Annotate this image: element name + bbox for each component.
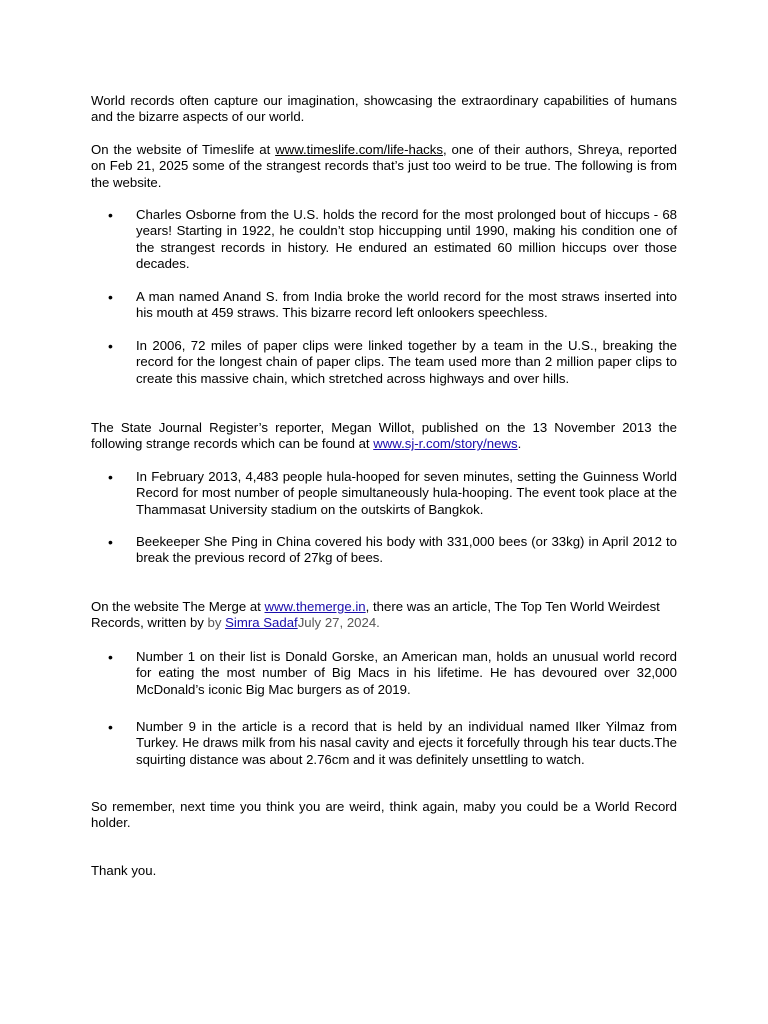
timeslife-link[interactable]: www.timeslife.com/life-hacks [275, 142, 443, 157]
author-link[interactable]: Simra Sadaf [225, 615, 298, 631]
merge-paragraph [91, 599, 677, 632]
list-item-text: Charles Osborne from the U.S. holds the record for the most prolonged bout of hiccups - 68 years! Starting in 1922, he couldn’t stop hiccupping until 1990, making his condition one of the strangest records in history. He endured an estimated 60 million hiccups over those decades. [136, 207, 677, 271]
bullet-icon: • [108, 289, 113, 305]
list-item [108, 649, 677, 698]
bullet-icon: • [108, 719, 113, 735]
list-item-text: Number 9 in the article is a record that is held by an individual named Ilker Yilmaz from Turkey. He draws milk from his nasal cavity and ejects it forcefully through his tear ducts.The squirting distance was about 2.76cm and it was definitely unsettling to watch. [136, 719, 677, 767]
bullet-icon: • [108, 338, 113, 354]
list-item [108, 207, 677, 272]
list-item-text: In 2006, 72 miles of paper clips were linked together by a team in the U.S., breaking the record for the longest chain of paper clips. The team used more than 2 million paper clips to create this massive chain, which stretched across highways and over hills. [136, 338, 677, 386]
list-item [108, 289, 677, 322]
sjr-text-after: . [517, 436, 522, 452]
bullet-icon: • [108, 534, 113, 550]
merge-by-text: by [207, 615, 226, 631]
intro-paragraph: World records often capture our imagination, showcasing the extraordinary capabilities of humans and the bizarre aspects of our world. [91, 93, 677, 125]
list-item-text: A man named Anand S. from India broke the world record for the most straws inserted into his mouth at 459 straws. This bizarre record left onlookers speechless. [136, 289, 677, 321]
merge-text-before: On the website The Merge at [91, 599, 265, 614]
merge-link[interactable]: www.themerge.in [264, 599, 366, 614]
bullet-icon: • [108, 207, 113, 223]
list-item [108, 719, 677, 768]
list-item-text: Number 1 on their list is Donald Gorske, an American man, holds an unusual world record for eating the most number of Big Macs in his lifetime. He has devoured over 32,000 McDonald’s iconic Big Mac burgers as of 2019. [136, 649, 677, 697]
timeslife-text-after: , one of their authors, Shreya, reported on Feb 21, 2025 some of the strangest records that’s just too weird to be true. The following is from the website. [91, 142, 677, 190]
sjr-link[interactable]: www.sj-r.com/story/news [373, 436, 518, 452]
list-item-text: In February 2013, 4,483 people hula-hooped for seven minutes, setting the Guinness World Record for most number of people simultaneously hula-hooping. The event took place at the Thammasat University stadium on the outskirts of Bangkok. [136, 469, 677, 517]
merge-date: July 27, 2024. [297, 615, 380, 631]
list-item [108, 338, 677, 387]
list-item [108, 469, 677, 518]
sjr-text-before: The State Journal Register’s reporter, Megan Willot, published on the 13 November 2013 the following strange records which can be found at [91, 420, 677, 452]
closing-paragraph: So remember, next time you think you are weird, think again, maby you could be a World Record holder. [91, 799, 677, 831]
timeslife-paragraph [91, 142, 677, 191]
sjr-paragraph [91, 420, 677, 453]
list-item [108, 534, 677, 567]
merge-text-middle: , there was an article, The Top Ten World Weirdest Records, written by [91, 599, 660, 631]
bullet-icon: • [108, 649, 113, 665]
timeslife-text-before: On the website of Timeslife at [91, 142, 276, 157]
list-item-text: Beekeeper She Ping in China covered his body with 331,000 bees (or 33kg) in April 2012 to break the previous record of 27kg of bees. [136, 534, 677, 566]
bullet-icon: • [108, 469, 113, 485]
thanks-paragraph: Thank you. [91, 863, 157, 878]
